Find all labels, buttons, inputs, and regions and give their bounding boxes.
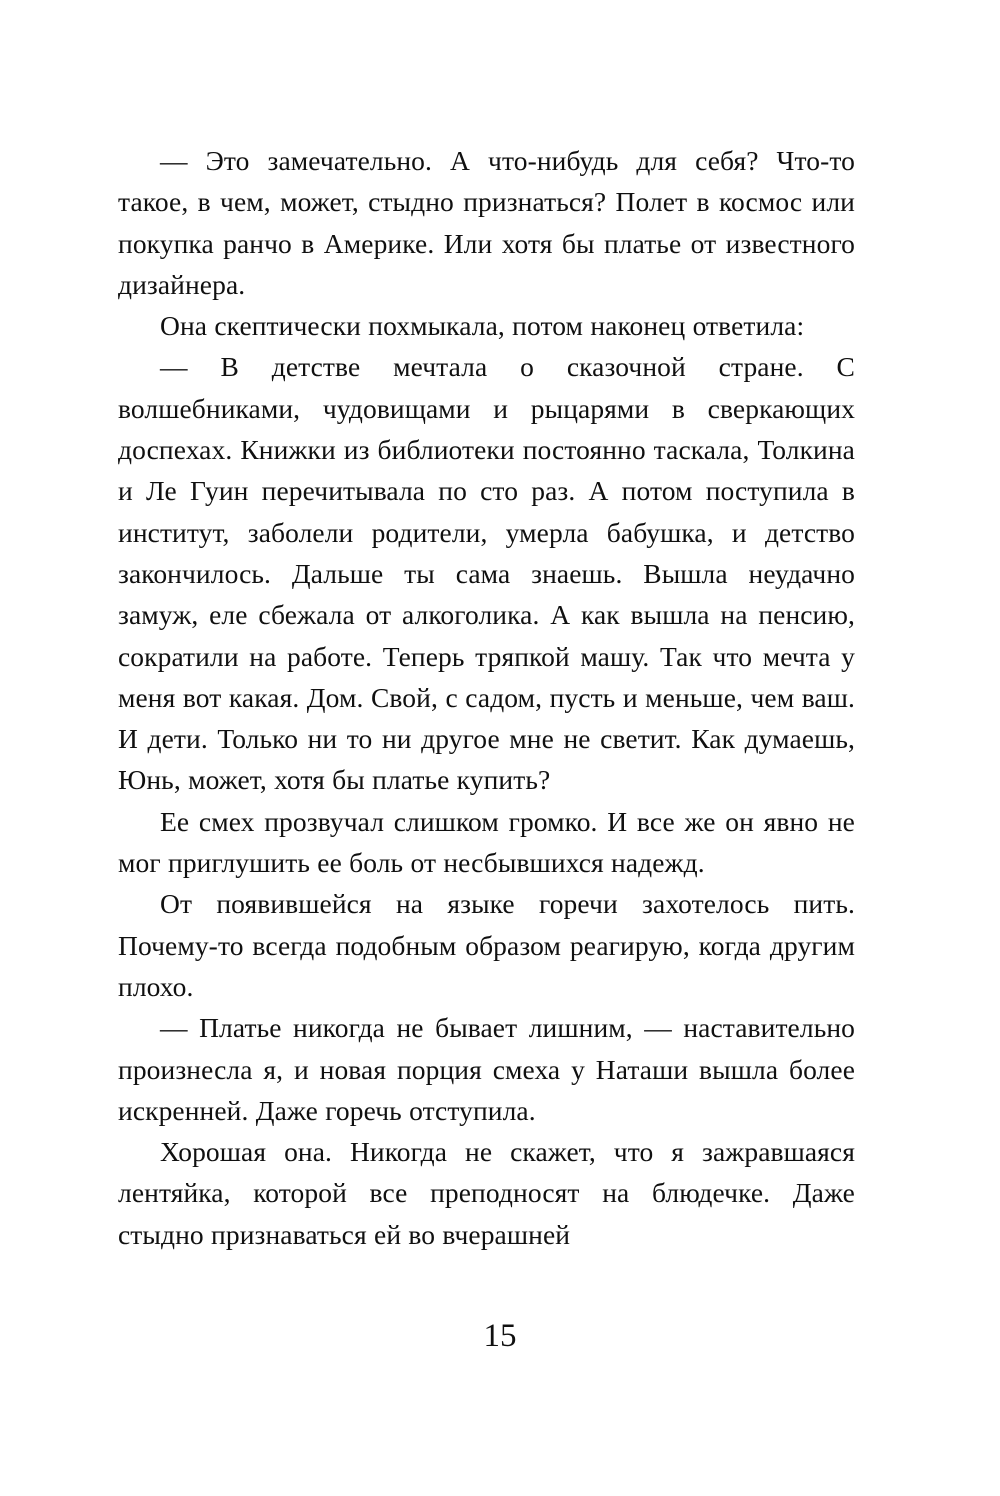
paragraph: — Платье никогда не бывает лишним, — наставительно произнесла я, и новая порция смеха у Наташи вышла более искренней. Даже горечь отступила. [118, 1012, 855, 1126]
paragraph: Ее смех прозвучал слишком громко. И все же он явно не мог приглушить ее боль от несбывшихся надежд. [118, 805, 855, 879]
paragraph: Она скептически похмыкала, потом наконец ответила: [160, 310, 805, 342]
paragraph: — Это замечательно. А что-нибудь для себя? Что-то такое, в чем, может, стыдно признаться? Полет в космос или покупка ранчо в Америке. Или хотя бы платье от известного дизайнера. [118, 145, 855, 300]
paragraph: — В детстве мечтала о сказочной стране. С волшебниками, чудовищами и рыцарями в сверкающих доспехах. Книжки из библиотеки постоянно таскала, Толкина и Ле Гуин перечитывала по сто раз. А потом поступила в институт, заболели родители, умерла бабушка, и детство закончилось. Дальше ты сама знаешь. Вышла неудачно замуж, еле сбежала от алкоголика. А как вышла на пенсию, сократили на работе. Теперь тряпкой машу. Так что мечта у меня вот какая. Дом. Свой, с садом, пусть и меньше, чем ваш. И дети. Только ни то ни другое мне не светит. Как думаешь, Юнь, может, хотя бы платье купить? [118, 351, 855, 796]
paragraph: Хорошая она. Никогда не скажет, что я зажравшаяся лентяйка, которой все преподносят на блюдечке. Даже стыдно признаваться ей во вчерашней [118, 1136, 855, 1250]
page-number: 15 [483, 1318, 517, 1354]
page-body-text [118, 140, 855, 1255]
paragraph: От появившейся на языке горечи захотелось пить. Почему-то всегда подобным образом реагирую, когда другим плохо. [118, 888, 855, 1002]
